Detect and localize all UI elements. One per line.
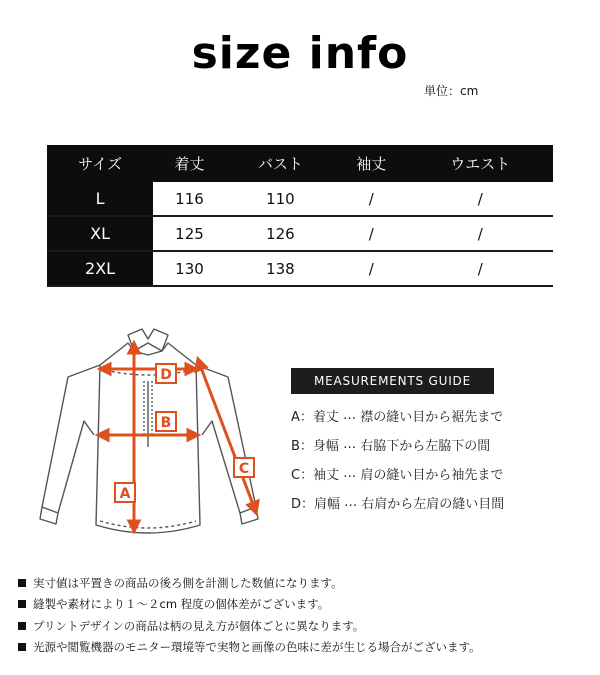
size-table xyxy=(47,145,553,287)
guide-sep: … xyxy=(340,495,362,510)
bust-cell: 126 xyxy=(226,216,335,251)
bust-cell: 110 xyxy=(226,182,335,216)
square-bullet-icon xyxy=(18,600,26,608)
guide-item-d xyxy=(291,488,504,517)
guide-key: B： xyxy=(291,439,313,454)
shirt-diagram xyxy=(30,325,280,555)
header-bust: バスト xyxy=(226,145,335,182)
header-size: サイズ xyxy=(47,145,153,182)
guide-list xyxy=(291,401,504,517)
size-cell: 2XL xyxy=(47,251,153,286)
bust-cell: 138 xyxy=(226,251,335,286)
note-item xyxy=(18,572,481,594)
table-row xyxy=(47,251,553,286)
guide-key: D： xyxy=(291,497,315,512)
note-item xyxy=(18,637,481,659)
guide-name: 着丈 xyxy=(312,410,339,425)
guide-item-c xyxy=(291,459,504,488)
label-b: B xyxy=(160,415,172,431)
size-cell: XL xyxy=(47,216,153,251)
sleeve-cell: / xyxy=(335,182,408,216)
guide-sep: … xyxy=(339,466,361,481)
guide-item-b xyxy=(291,430,504,459)
square-bullet-icon xyxy=(18,579,26,587)
label-a: A xyxy=(119,486,131,502)
header-length: 着丈 xyxy=(153,145,226,182)
length-cell: 130 xyxy=(153,251,226,286)
label-d: D xyxy=(160,367,172,383)
table-row xyxy=(47,216,553,251)
guide-desc: 襟の縫い目から裾先まで xyxy=(360,410,504,425)
header-sleeve: 袖丈 xyxy=(335,145,408,182)
guide-desc: 肩の縫い目から袖先まで xyxy=(360,468,504,483)
note-item xyxy=(18,615,481,637)
waist-cell: / xyxy=(408,182,553,216)
label-c: C xyxy=(238,461,250,477)
square-bullet-icon xyxy=(18,643,26,651)
guide-name: 身幅 xyxy=(312,439,339,454)
guide-name: 肩幅 xyxy=(314,497,341,512)
guide-sep: … xyxy=(338,408,361,423)
guide-desc: 右脇下から左脇下の間 xyxy=(360,439,491,454)
guide-heading: MEASUREMENTS GUIDE xyxy=(291,368,494,394)
sleeve-cell: / xyxy=(335,216,408,251)
guide-key: A： xyxy=(291,410,313,425)
guide-sep: … xyxy=(338,437,361,452)
guide-item-a xyxy=(291,401,504,430)
unit-label: 単位：cm xyxy=(424,84,479,98)
guide-key: C： xyxy=(291,468,314,483)
sleeve-cell: / xyxy=(335,251,408,286)
note-text: 実寸値は平置きの商品の後ろ側を計測した数値になります。 xyxy=(33,575,343,590)
note-item xyxy=(18,594,481,616)
waist-cell: / xyxy=(408,216,553,251)
guide-desc: 右肩から左肩の縫い目間 xyxy=(361,497,505,512)
length-cell: 125 xyxy=(153,216,226,251)
note-text: 縫製や素材により１～２cm 程度の個体差がございます。 xyxy=(33,597,330,612)
table-row xyxy=(47,182,553,216)
size-table-header-row xyxy=(47,145,553,182)
square-bullet-icon xyxy=(18,622,26,630)
page-title: size info xyxy=(191,28,409,79)
notes-list xyxy=(18,572,481,658)
size-cell: L xyxy=(47,182,153,216)
measurement-labels xyxy=(115,364,254,502)
length-cell: 116 xyxy=(153,182,226,216)
guide-name: 袖丈 xyxy=(313,468,340,483)
waist-cell: / xyxy=(408,251,553,286)
header-waist: ウエスト xyxy=(408,145,553,182)
note-text: 光源や閲覧機器のモニター環境等で実物と画像の色味に差が生じる場合がございます。 xyxy=(33,640,481,655)
note-text: プリントデザインの商品は柄の見え方が個体ごとに異なります。 xyxy=(33,618,365,633)
